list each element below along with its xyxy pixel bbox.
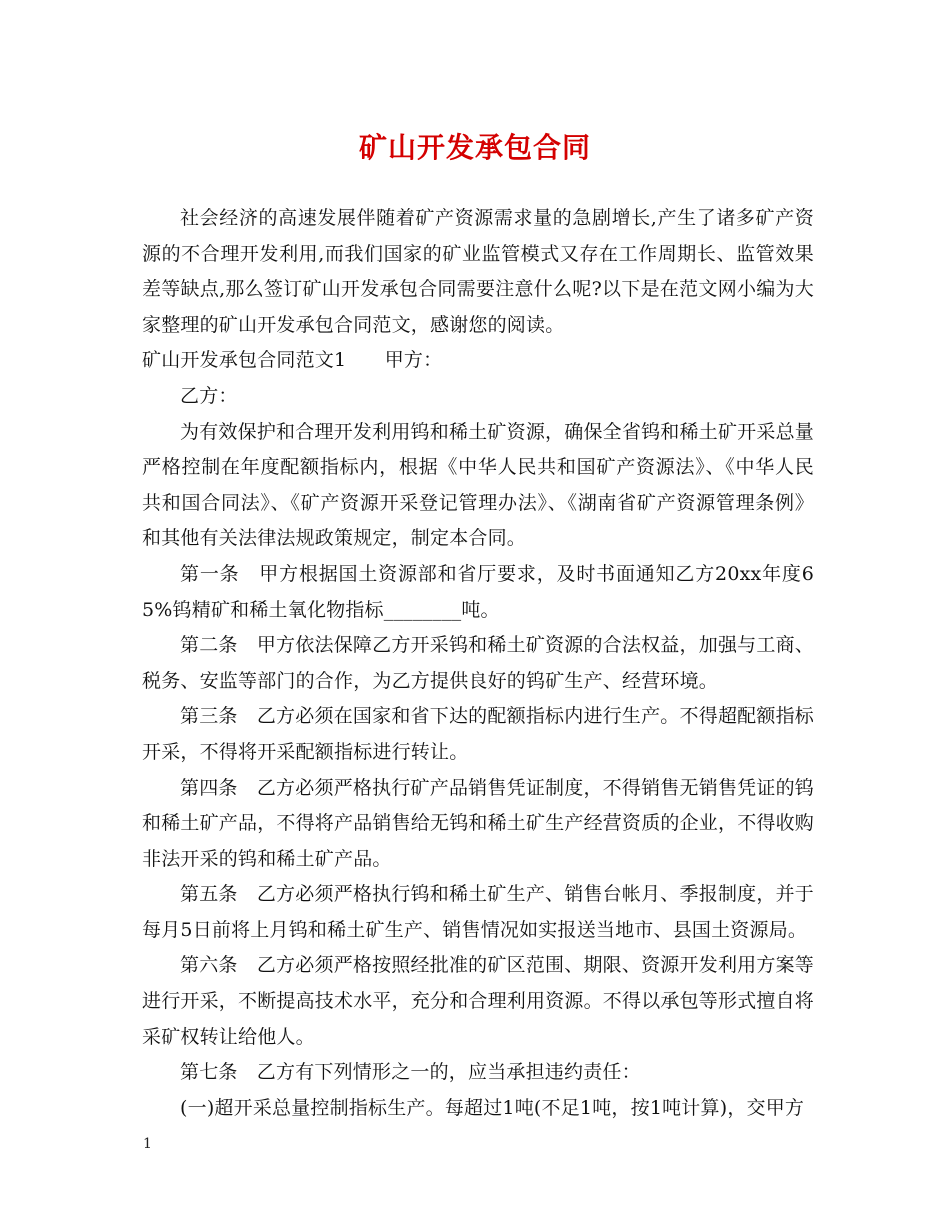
article-7: 第七条 乙方有下列情形之一的，应当承担违约责任：: [180, 1061, 641, 1084]
intro-paragraph: 社会经济的高速发展伴随着矿产资源需求量的急剧增长,产生了诸多矿产资源的不合理开发利用,而我们国家的矿业监管模式又存在工作周期长、监管效果差等缺点,那么签订矿山开发承包合同需要注意什么呢?以下是在范文网小编为大家整理的矿山开发承包合同范文，感谢您的阅读。: [142, 207, 814, 336]
article-4: 第四条 乙方必须严格执行矿产品销售凭证制度，不得销售无销售凭证的钨和稀土矿产品，不得将产品销售给无钨和稀土矿生产经营资质的企业，不得收购非法开采的钨和稀土矿产品。: [142, 776, 815, 870]
article-1: 第一条 甲方根据国土资源部和省厅要求，及时书面通知乙方20xx年度65%钨精矿和稀土氧化物指标________吨。: [142, 562, 814, 621]
party-b-line: 乙方：: [180, 384, 238, 407]
sample-heading-party-a: 矿山开发承包合同范文1 甲方：: [142, 349, 443, 372]
article-2: 第二条 甲方依法保障乙方开采钨和稀土矿资源的合法权益，加强与工商、税务、安监等部门的合作，为乙方提供良好的钨矿生产、经营环境。: [142, 634, 814, 692]
document-title: 矿山开发承包合同: [358, 131, 591, 164]
article-3: 第三条 乙方必须在国家和省下达的配额指标内进行生产。不得超配额指标开采，不得将开采配额指标进行转让。: [142, 705, 814, 763]
article-7-item-1: (一)超开采总量控制指标生产。每超过1吨(不足1吨，按1吨计算)，交甲方: [180, 1096, 805, 1119]
article-6: 第六条 乙方必须严格按照经批准的矿区范围、期限、资源开发利用方案等进行开采，不断提高技术水平，充分和合理利用资源。不得以承包等形式擅自将采矿权转让给他人。: [142, 954, 815, 1048]
document-body: [142, 201, 814, 1126]
preamble-paragraph: 为有效保护和合理开发利用钨和稀土矿资源，确保全省钨和稀土矿开采总量严格控制在年度配额指标内，根据《中华人民共和国矿产资源法》、《中华人民共和国合同法》、《矿产资源开采登记管理办法》、《湖南省矿产资源管理条例》和其他有关法律法规政策规定，制定本合同。: [142, 420, 814, 550]
page-number: 1: [143, 1136, 152, 1152]
article-5: 第五条 乙方必须严格执行钨和稀土矿生产、销售台帐月、季报制度，并于每月5日前将上月钨和稀土矿生产、销售情况如实报送当地市、县国土资源局。: [142, 883, 814, 941]
